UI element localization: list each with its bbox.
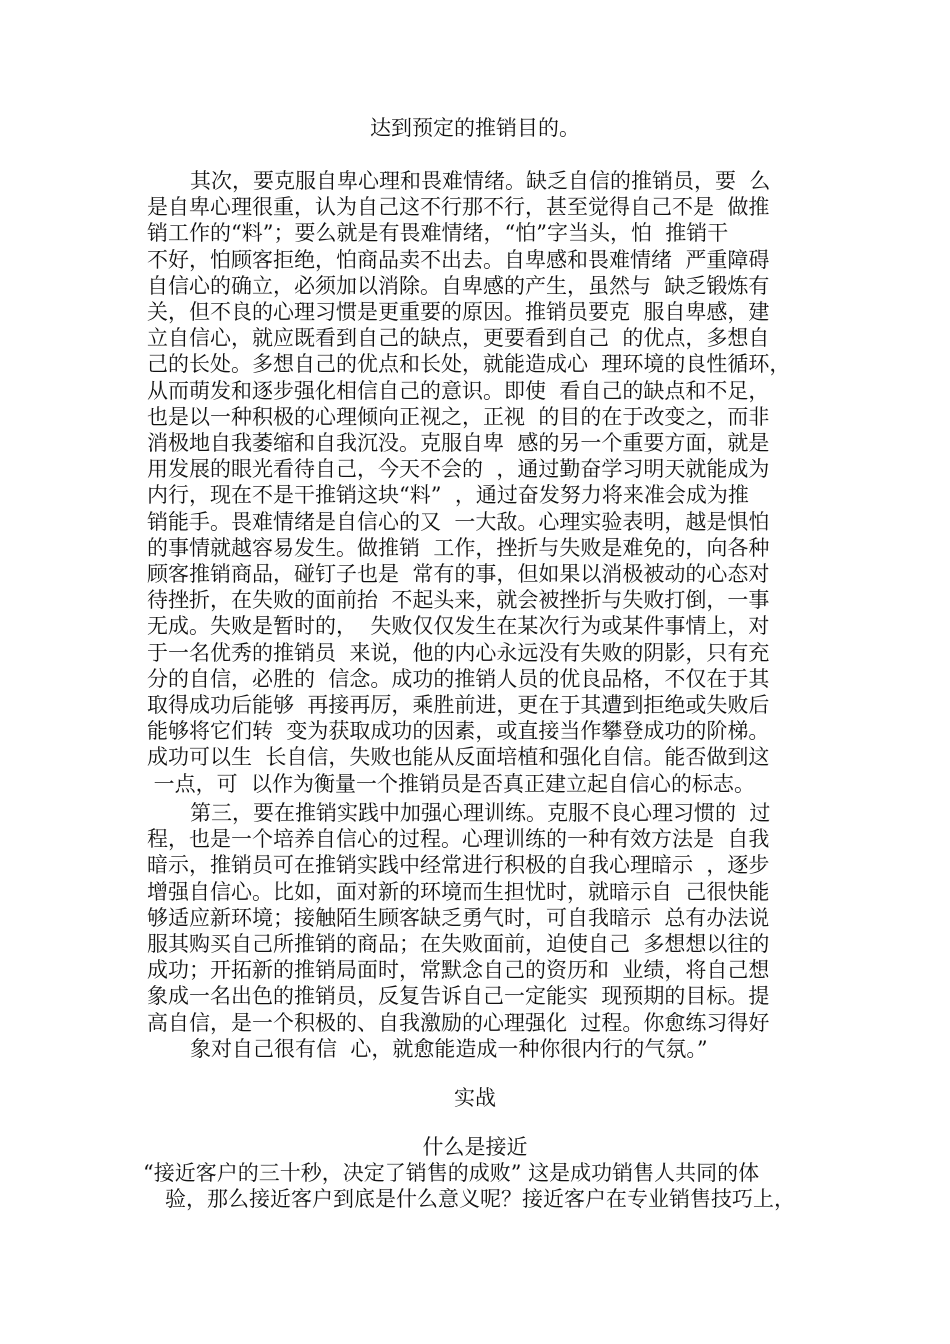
text-line: 象成一名出色的推销员，反复告诉自己一定能实 现预期的目标。提 <box>147 984 770 1009</box>
text-line: 第三，要在推销实践中加强心理训练。克服不良心理习惯的 过 <box>190 801 771 825</box>
text-line: 己的长处。多想自己的优点和长处，就能造成心 理环境的良性循环， <box>147 352 791 377</box>
text-line: 待挫折，在失败的面前抬 不起头来，就会被挫折与失败打倒，一事 <box>147 588 770 613</box>
section-title: 实战 <box>454 1086 496 1110</box>
text-line: 的事情就越容易发生。做推销 工作，挫折与失败是难免的，向各种 <box>147 535 770 560</box>
text-line: 内行，现在不是干推销这块“料” ，通过奋发努力将来准会成为推 <box>147 483 749 508</box>
text-line: 高自信，是一个积极的、自我激励的心理强化 过程。你愈练习得好 <box>147 1010 770 1035</box>
subsection-title: 什么是接近 <box>422 1135 528 1159</box>
text-line: 能够将它们转 变为获取成功的因素，或直接当作攀登成功的阶梯。 <box>147 719 770 744</box>
text-line: “接近客户的三十秒，决定了销售的成败” 这是成功销售人共同的体 <box>143 1161 760 1185</box>
text-line: 不好，怕顾客拒绝，怕商品卖不出去。自卑感和畏难情绪 严重障碍 <box>147 247 770 272</box>
text-line: 分的自信，必胜的 信念。成功的推销人员的优良品格，不仅在于其 <box>147 666 770 691</box>
text-line: 自信心的确立，必须加以消除。自卑感的产生，虽然与 缺乏锻炼有 <box>147 273 770 298</box>
text-line: 销工作的“料”；要么就是有畏难情绪，“怕”字当头，怕 推销干 <box>147 221 729 246</box>
text-line: 成功可以生 长自信，失败也能从反面培植和强化自信。能否做到这 <box>147 745 770 770</box>
text-line: 顾客推销商品，碰钉子也是 常有的事，但如果以消极被动的心态对 <box>147 562 770 586</box>
top-heading: 达到预定的推销目的。 <box>370 116 580 140</box>
text-line: 立自信心，就应既看到自己的缺点，更要看到自己 的优点，多想自 <box>147 326 770 351</box>
text-line: 用发展的眼光看待自己，今天不会的 ，通过勤奋学习明天就能成为 <box>147 457 770 482</box>
text-line: 销能手。畏难情绪是自信心的又 一大敌。心理实验表明，越是惧怕 <box>147 509 770 534</box>
text-line: 其次，要克服自卑心理和畏难情绪。缺乏自信的推销员，要 么 <box>190 169 771 193</box>
text-line: 暗示，推销员可在推销实践中经常进行积极的自我心理暗示 ，逐步 <box>147 853 770 878</box>
text-line: 服其购买自己所推销的商品；在失败面前，迫使自己 多想想以往的 <box>147 932 770 956</box>
text-line: 关，但不良的心理习惯是更重要的原因。推销员要克 服自卑感，建 <box>147 300 770 324</box>
text-line: 程，也是一个培养自信心的过程。心理训练的一种有效方法是 自我 <box>147 827 770 852</box>
text-line: 够适应新环境；接触陌生顾客缺乏勇气时，可自我暗示 总有办法说 <box>147 905 770 930</box>
text-line: 一点，可 以作为衡量一个推销员是否真正建立起自信心的标志。 <box>147 771 756 796</box>
text-line: 成功；开拓新的推销局面时，常默念自己的资历和 业绩，将自己想 <box>147 958 770 983</box>
text-line: 也是以一种积极的心理倾向正视之，正视 的目的在于改变之，而非 <box>147 404 770 429</box>
text-line: 验，那么接近客户到底是什么意义呢？接近客户在专业销售技巧上， <box>165 1187 795 1212</box>
text-line: 是自卑心理很重，认为自己这不行那不行，甚至觉得自己不是 做推 <box>147 195 770 220</box>
text-line: 增强自信心。比如，面对新的环境而生担忧时，就暗示自 己很快能 <box>147 879 770 904</box>
text-line: 消极地自我萎缩和自我沉没。克服自卑 感的另一个重要方面，就是 <box>147 431 770 455</box>
text-line: 从而萌发和逐步强化相信自己的意识。即使 看自己的缺点和不足， <box>147 378 770 403</box>
text-line: 象对自己很有信 心，就愈能造成一种你很内行的气氛。” <box>190 1036 708 1061</box>
text-line: 无成。失败是暂时的， 失败仅仅发生在某次行为或某件事情上，对 <box>147 614 770 639</box>
text-line: 取得成功后能够 再接再厉，乘胜前进，更在于其遭到拒绝或失败后 <box>147 693 770 717</box>
text-line: 于一名优秀的推销员 来说，他的内心永远没有失败的阴影，只有充 <box>147 640 770 665</box>
